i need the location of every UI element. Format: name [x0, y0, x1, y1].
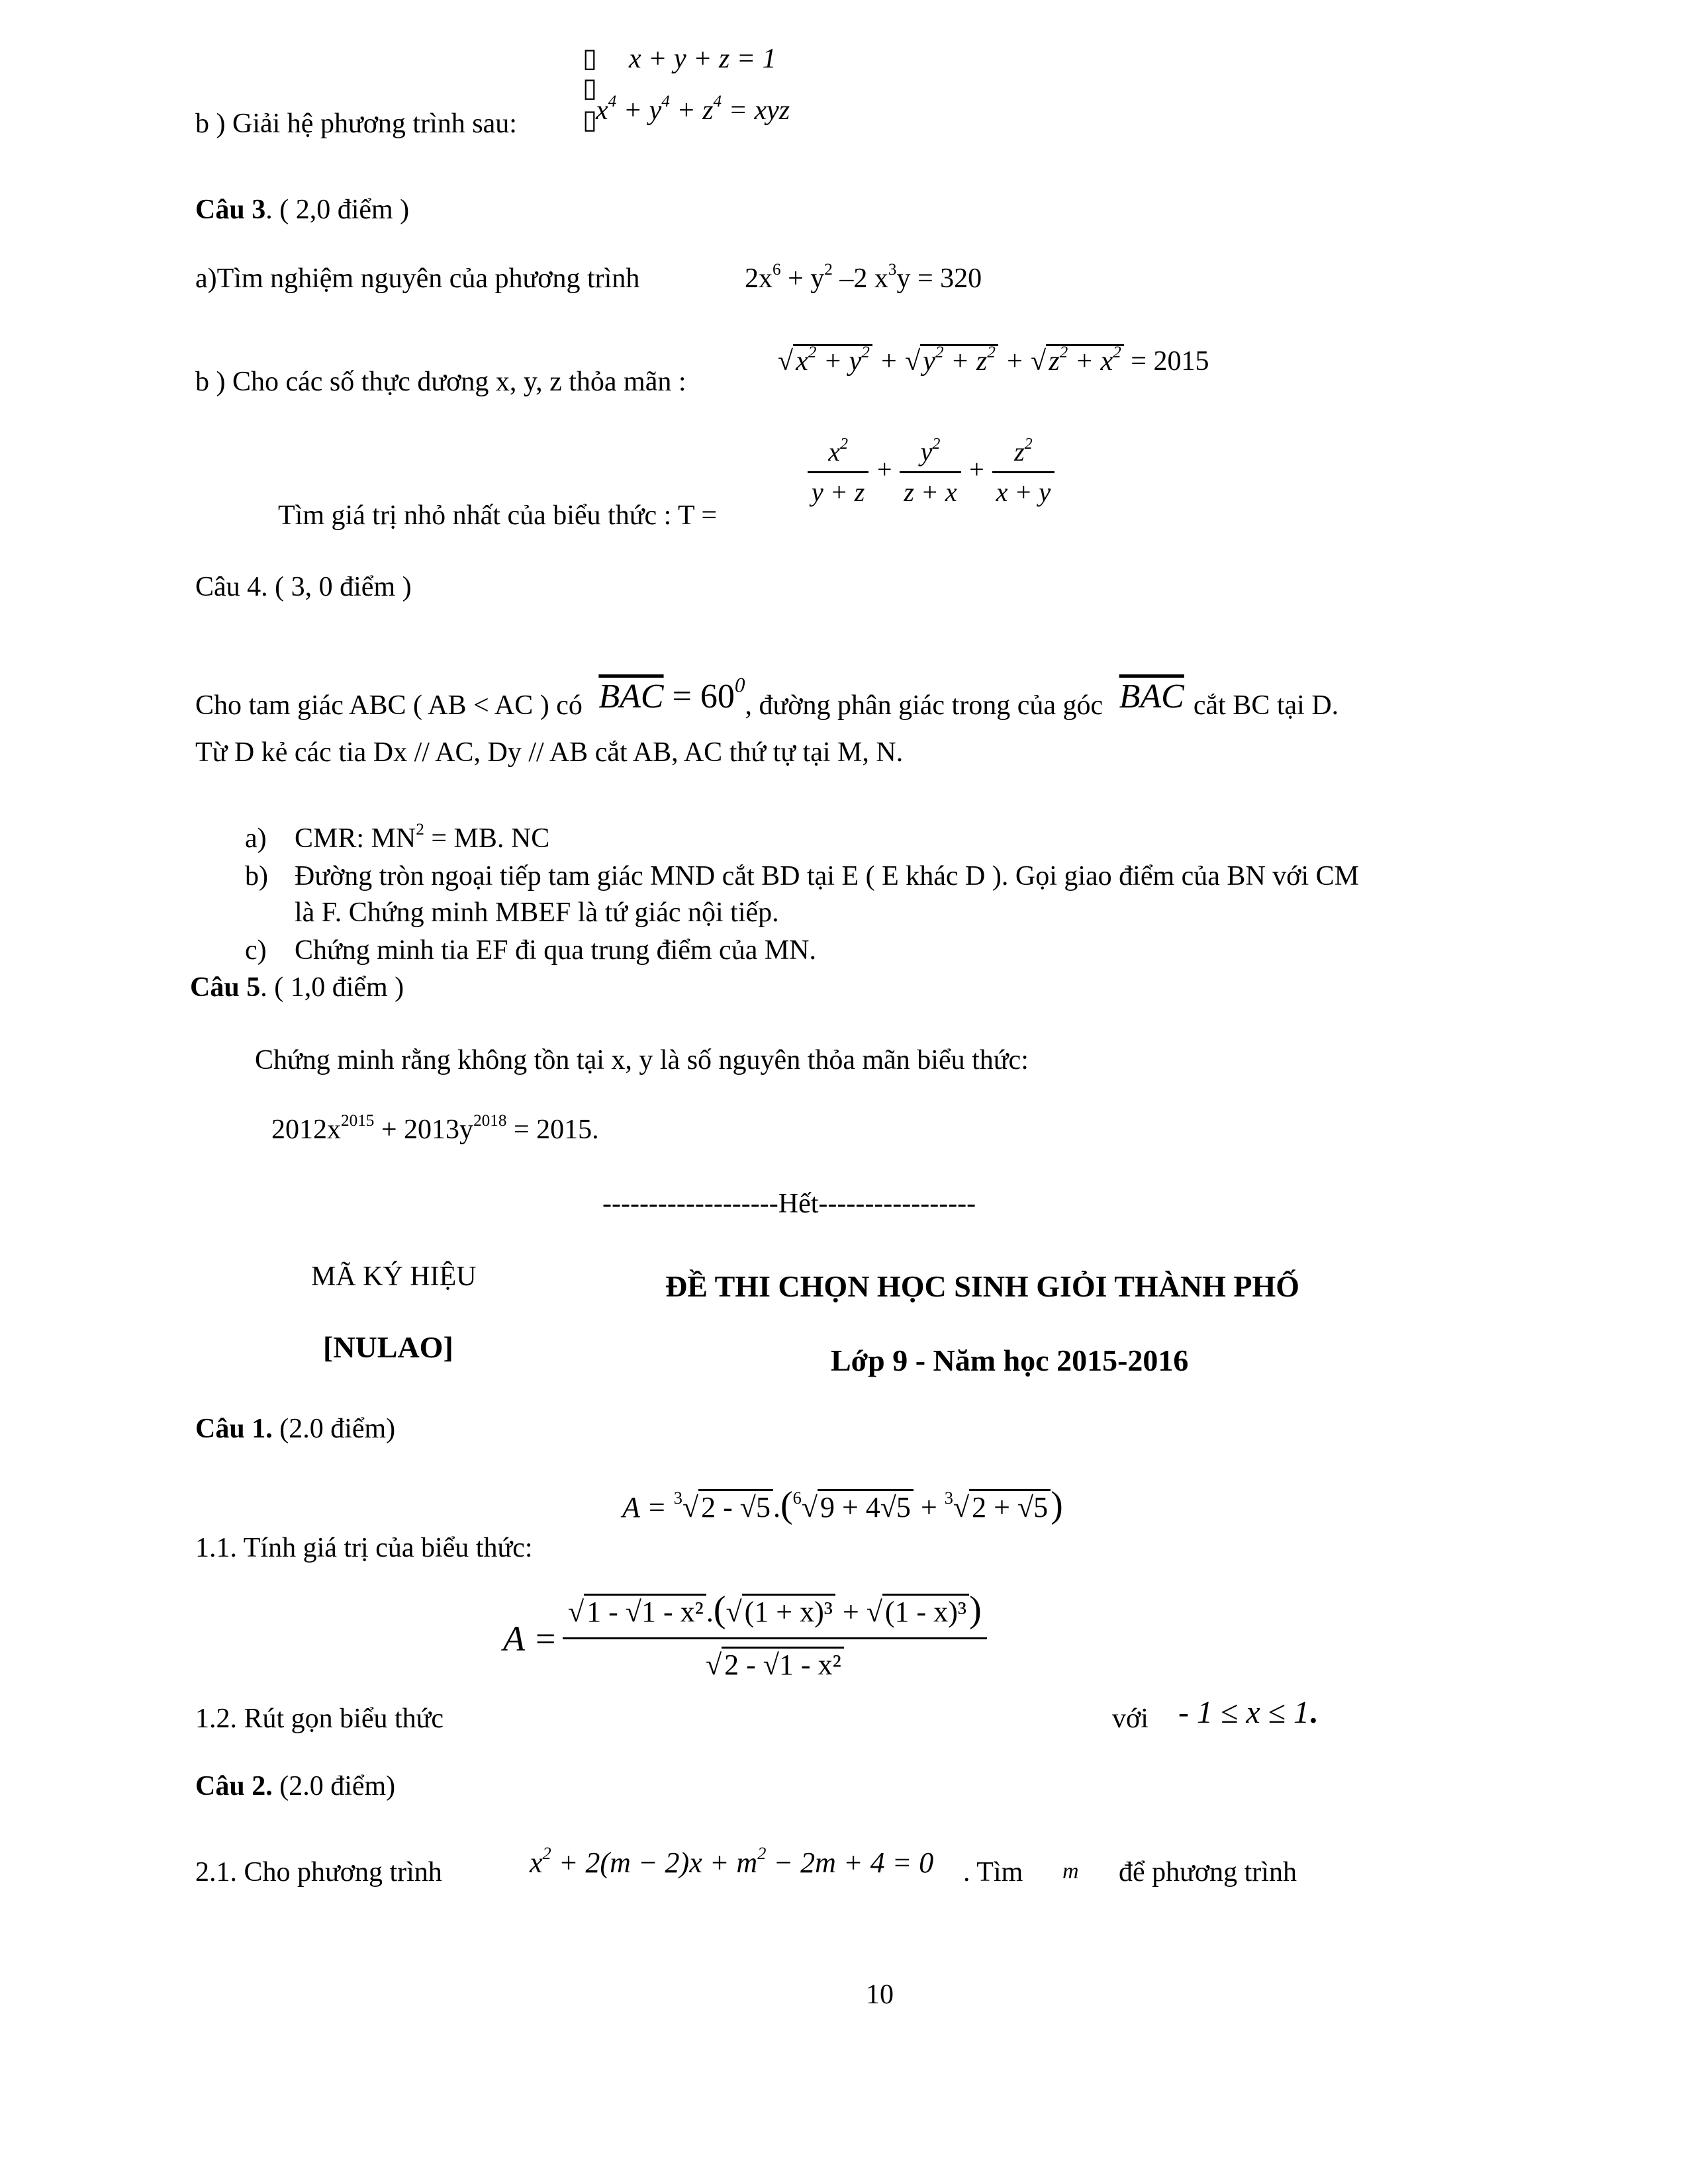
q2b-eq2: $x^4 + y^4 + z^4$ = xyz — [596, 93, 790, 126]
c2-p21-text: 2.1. Cho phương trình — [195, 1857, 442, 1888]
c2-heading: Câu 2. (2.0 điểm) — [195, 1771, 396, 1801]
exam-subtitle: Lớp 9 - Năm học 2015-2016 — [831, 1343, 1189, 1377]
c1-p12-lhs: A = — [503, 1619, 557, 1659]
p12-denominator: √2 - √1 - x² — [563, 1639, 987, 1682]
c2-tail-b: để phương trình — [1119, 1857, 1297, 1888]
q4-item-a: CMR: $MN^2$ = MB. NC — [295, 821, 550, 854]
c1-heading: Câu 1. (2.0 điểm) — [195, 1414, 396, 1444]
q4-item-a-marker: a) — [245, 823, 267, 854]
q3-t-text: Tìm giá trị nhỏ nhất của biểu thức : T = — [278, 500, 718, 531]
end-line: -------------------Hết----------------- — [602, 1189, 976, 1219]
q4-item-c-marker: c) — [245, 935, 267, 966]
page-number: 10 — [866, 1979, 894, 2010]
c1-p11-formula: A = $^3$√2 - √5.($^6$√9 + 4√5 + $^3$√2 + √5) — [622, 1484, 1063, 1525]
exam-title: ĐỀ THI CHỌN HỌC SINH GIỎI THÀNH PHỐ — [665, 1269, 1300, 1303]
t-frac-3: $\frac{z^2}{x + y}$ — [992, 437, 1055, 508]
q4-item-c: Chứng minh tia EF đi qua trung điểm của MN. — [295, 935, 817, 966]
brace-glyph-top: ▯ — [583, 43, 598, 73]
t-frac-2: $\frac{y^2}{z + x}$ — [900, 437, 961, 508]
q3a-text: a)Tìm nghiệm nguyên của phương trình — [195, 263, 640, 294]
q4-item-b-marker: b) — [245, 861, 268, 891]
angle-bac: $\overline{BAC} = 60^0$ — [598, 673, 745, 715]
brace-glyph-mid: ▯ — [583, 73, 598, 103]
q4-line1: Cho tam giác ABC ( AB < AC ) có $\overline{BAC} = 60^0$, đường phân giác trong của góc $\overline{BAC}$ cắt BC tại D. — [195, 673, 1339, 721]
q3a-equation: $2x^6 + y^2$ –2 $x^3y = 320$ — [745, 261, 982, 294]
with-text: với — [1112, 1704, 1149, 1734]
q4-heading: Câu 4. ( 3, 0 điểm ) — [195, 572, 412, 602]
q3b-equation: $√x^2 + y^2 + √y^2 + z^2 + √z^2 + x^2 = 2015$ — [778, 343, 1209, 377]
q5-equation: $2012x^{2015} + 2013y^{2018} = 2015$. — [271, 1112, 599, 1145]
c2-tail-a: . Tìm — [963, 1857, 1023, 1888]
brace-glyph-bot: ▯ — [583, 105, 598, 134]
var-m: m — [1062, 1859, 1079, 1884]
sqrt-term-1: $√x^2 + y^2$ — [778, 344, 872, 377]
code-label: MÃ KÝ HIỆU — [311, 1261, 477, 1292]
q2b-label: b ) Giải hệ phương trình sau: — [195, 109, 517, 139]
c1-p12-text: 1.2. Rút gọn biểu thức — [195, 1704, 444, 1734]
condition: - 1 ≤ x ≤ 1. — [1178, 1695, 1317, 1730]
q3-t-expression: $\frac{x^2}{y + z}$ + $\frac{y^2}{z + x}$ + $\frac{z^2}{x + y}$ — [808, 437, 1055, 508]
q4-item-b-line2: là F. Chứng minh MBEF là tứ giác nội tiếp. — [295, 897, 779, 928]
q5-heading: Câu 5. ( 1,0 điểm ) — [190, 972, 404, 1003]
q2b-eq1: x + y + z = 1 — [629, 44, 776, 74]
t-frac-1: $\frac{x^2}{y + z}$ — [808, 437, 868, 508]
q4-line2: Từ D kẻ các tia Dx // AC, Dy // AB cắt AB, AC thứ tự tại M, N. — [195, 737, 904, 768]
c2-p21-equation: $x^2 + 2(m - 2)x + m^2 - 2m + 4 = 0$ — [530, 1843, 934, 1879]
q5-text: Chứng minh rằng không tồn tại x, y là số nguyên thỏa mãn biểu thức: — [255, 1045, 1029, 1075]
p12-numerator: √1 - √1 - x².(√(1 + x)³ + √(1 - x)³) — [563, 1588, 987, 1639]
angle-bac-2: $\overline{BAC}$ — [1119, 678, 1184, 715]
q3-heading: Câu 3. ( 2,0 điểm ) — [195, 195, 410, 225]
exam-code: [NULAO] — [323, 1330, 453, 1364]
q4-item-b-line1: Đường tròn ngoại tiếp tam giác MND cắt BD tại E ( E khác D ). Gọi giao điểm của BN với CM — [295, 861, 1360, 891]
c1-p12-fraction — [563, 1588, 987, 1682]
c1-p11-text: 1.1. Tính giá trị của biểu thức: — [195, 1533, 533, 1563]
sqrt-term-2: $√y^2 + z^2$ — [905, 344, 998, 377]
sqrt-term-3: $√z^2 + x^2$ — [1031, 344, 1124, 377]
q3b-text: b ) Cho các số thực dương x, y, z thỏa mãn : — [195, 367, 686, 397]
